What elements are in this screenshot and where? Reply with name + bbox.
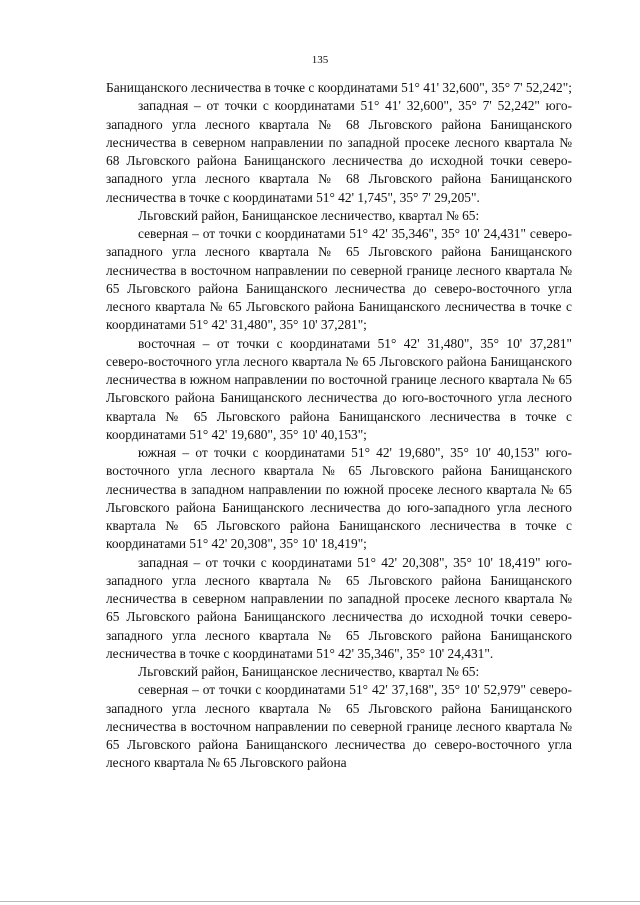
paragraph-north-boundary-65-b: северная – от точки с координатами 51° 42' 37,168", 35° 10' 52,979" северо-западного угла лесного квартала № 65 Льговского района Банищанского лесничества в восточном направлении по северной границе лесного квартала № 65 Льговского района Банищанского лесничества до северо-восточного угла лесного квартала № 65 Льговского района (106, 682, 572, 771)
paragraph-west-boundary-65: западная – от точки с координатами 51° 42' 20,308", 35° 10' 18,419" юго-западного угла лесного квартала № 65 Льговского района Банищанского лесничества в северном направлении по западной просеке лесного квартала № 65 Льговского района Банищанского лесничества до исходной точки северо-западного угла лесного квартала № 65 Льговского района Банищанского лесничества в точке с координатами 51° 42' 35,346", 35° 10' 24,431". (106, 554, 572, 661)
paragraph-section-heading: Льговский район, Банищанское лесничество, квартал № 65: (138, 664, 480, 679)
paragraph-section-heading: Льговский район, Банищанское лесничество, квартал № 65: (138, 207, 480, 223)
scan-edge-divider (0, 901, 640, 902)
paragraph-south-boundary-65: южная – от точки с координатами 51° 42' 19,680", 35° 10' 40,153" юго-восточного угла лесного квартала № 65 Льговского района Банищанского лесничества в западном направлении по южной просеке лесного квартала № 65 Льговского района Банищанского лесничества до юго-западного угла лесного квартала № 65 Льговского района Банищанского лесничества в точке с координатами 51° 42' 20,308", 35° 10' 18,419"; (106, 445, 572, 552)
paragraph-east-boundary-65: восточная – от точки с координатами 51° 42' 31,480", 35° 10' 37,281" северо-восточного угла лесного квартала № 65 Льговского района Банищанского лесничества в южном направлении по восточной границе лесного квартала № 65 Льговского района Банищанского лесничества до юго-восточного угла лесного квартала № 65 Льговского района Банищанского лесничества в точке с координатами 51° 42' 19,680", 35° 10' 40,153"; (106, 335, 572, 442)
paragraph-west-boundary-68: западная – от точки с координатами 51° 41' 32,600", 35° 7' 52,242" юго-западного угла лесного квартала № 68 Льговского района Банищанского лесничества в северном направлении по западной просеке лесного квартала № 68 Льговского района Банищанского лесничества до исходной точки северо-западного угла лесного квартала № 68 Льговского района Банищанского лесничества в точке с координатами 51° 42' 1,745", 35° 7' 29,205". (106, 98, 572, 205)
paragraph-continuation: Банищанского лесничества в точке с координатами 51° 41' 32,600", 35° 7' 52,242"; (106, 80, 572, 95)
paragraph-north-boundary-65: северная – от точки с координатами 51° 42' 35,346", 35° 10' 24,431" северо-западного угла лесного квартала № 65 Льговского района Банищанского лесничества в восточном направлении по северной границе лесного квартала № 65 Льговского района Банищанского лесничества до северо-восточного угла лесного квартала № 65 Льговского района Банищанского лесничества в точке с координатами 51° 42' 31,480", 35° 10' 37,281"; (106, 226, 572, 333)
document-body (106, 79, 572, 773)
page-number: 135 (311, 54, 329, 66)
